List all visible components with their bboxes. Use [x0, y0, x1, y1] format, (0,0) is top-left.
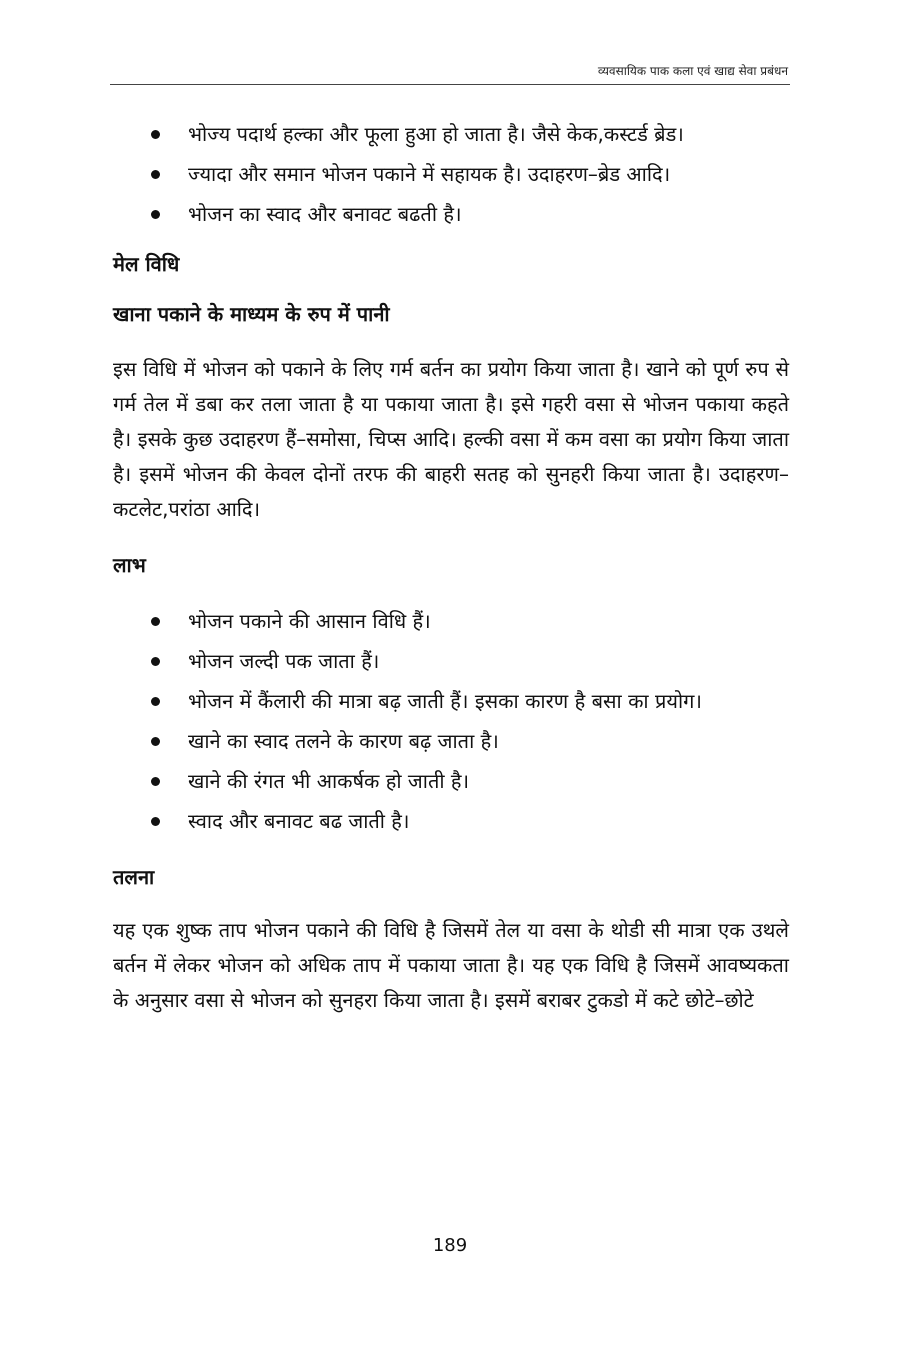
page-number: 189 — [432, 1235, 468, 1256]
list-item-text: खाने का स्वाद तलने के कारण बढ़ जाता है। — [188, 729, 499, 753]
paragraph-talna: यह एक शुष्क ताप भोजन पकाने की विधि है जिसमें तेल या वसा के थोडी सी मात्रा एक उथले बर्तन में लेकर भोजन को अधिक ताप में पकाया जाता है। यह एक विधि है जिसमें आवष्यकता के अनुसार वसा से भोजन को सुनहरा किया जाता है। इसमें बराबर टुकडो में कटे छोटे–छोटे — [113, 918, 789, 1012]
heading-mel-vidhi: मेल विधि — [113, 252, 180, 276]
list-item — [113, 116, 789, 152]
bullet-icon — [151, 130, 160, 139]
bullet-icon — [151, 657, 160, 666]
list-item — [113, 683, 789, 719]
list-item — [113, 643, 789, 679]
list-item — [113, 156, 789, 192]
header-title: व्यवसायिक पाक कला एवं खाद्य सेवा प्रबंधन — [597, 64, 788, 78]
bullet-icon — [151, 697, 160, 706]
list-item-text: स्वाद और बनावट बढ जाती है। — [188, 809, 410, 833]
list-item — [113, 723, 789, 759]
list-item-text: भोजन जल्दी पक जाता हैं। — [188, 649, 380, 673]
page-content — [113, 112, 789, 1018]
list-item-text: भोजन पकाने की आसान विधि हैं। — [188, 609, 431, 633]
heading-water-medium: खाना पकाने के माध्यम के रुप में पानी — [113, 302, 390, 326]
list-item-text: भोजन में कैंलारी की मात्रा बढ़ जाती हैं। इसका कारण है बसा का प्रयोग। — [188, 689, 702, 713]
bullet-icon — [151, 210, 160, 219]
bullet-icon — [151, 170, 160, 179]
list-item-text: ज्यादा और समान भोजन पकाने में सहायक है। उदाहरण–ब्रेड आदि। — [188, 162, 671, 186]
list-item-text: भोज्य पदार्थ हल्का और फूला हुआ हो जाता है। जैसे केक,कस्टर्ड ब्रेड। — [188, 122, 684, 146]
bullet-icon — [151, 817, 160, 826]
bullet-list-top — [113, 116, 789, 232]
bullet-icon — [151, 617, 160, 626]
bullet-list-labh — [113, 603, 789, 839]
list-item — [113, 603, 789, 639]
bullet-icon — [151, 777, 160, 786]
bullet-icon — [151, 737, 160, 746]
list-item — [113, 196, 789, 232]
list-item — [113, 803, 789, 839]
paragraph-frying-method: इस विधि में भोजन को पकाने के लिए गर्म बर्तन का प्रयोग किया जाता है। खाने को पूर्ण रुप से गर्म तेल में डबा कर तला जाता है या पकाया जाता है। इसे गहरी वसा से भोजन पकाया कहते है। इसके कुछ उदाहरण हैं–समोसा, चिप्स आदि। हल्की वसा में कम वसा का प्रयोग किया जाता है। इसमें भोजन की केवल दोनों तरफ की बाहरी सतह को सुनहरी किया जाता है। उदाहरण–कटलेट,परांठा आदि। — [113, 357, 789, 521]
list-item-text: खाने की रंगत भी आकर्षक हो जाती है। — [188, 769, 470, 793]
heading-talna: तलना — [113, 865, 155, 889]
list-item-text: भोजन का स्वाद और बनावट बढती है। — [188, 202, 462, 226]
list-item — [113, 763, 789, 799]
page-header — [110, 58, 790, 85]
heading-labh: लाभ — [113, 553, 146, 577]
